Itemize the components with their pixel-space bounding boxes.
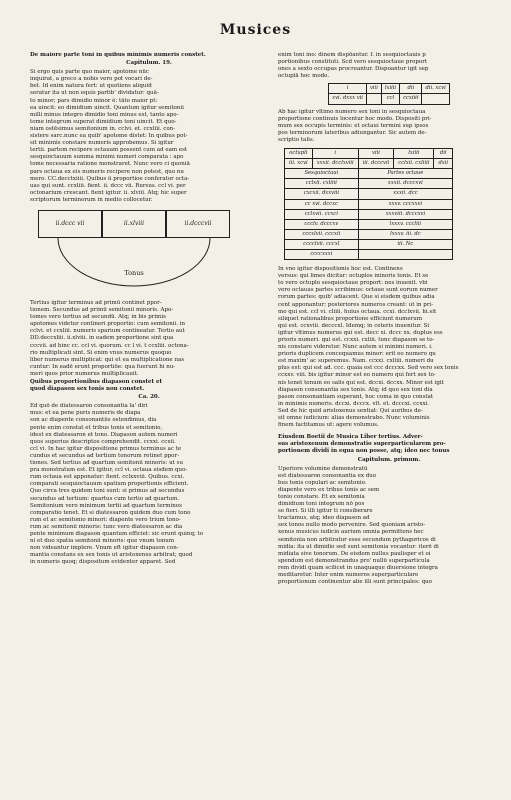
table-cell: ccclv. dcccxv <box>285 219 359 229</box>
table-row <box>285 239 453 249</box>
diagram-cell-1: ii.dccc vii <box>38 210 102 238</box>
table-cell: i <box>329 84 367 94</box>
table-cell: cclxii. cxliiii <box>394 159 434 169</box>
diagram-cell-2: ii.xlviii <box>102 210 166 238</box>
table-cell <box>358 249 452 259</box>
chapter-19-text: Si ergo quis parte quo maior, apotome nūc inquirat, a greco a nobis vero pot vocari de- bet. Id enim natura fert: ut quotiens aliquid seratur ita ut non equis partib' dividatur: quā- to minor; pars dimidio minor è: tāto maior pt: ea uincit: eo dimidium uincit. Quantum igitur semitonii milli minus integro dimidio toni minus est, tanto apo- tome integrum superat dimidium toni uincit. Et quo- niam ostēsimus semitonium in. cclvi. et. ccxliii. con- sistere sarc.nunc ea quib' apotome distet: In quibus pot- sit minimis constare numeris approbemus. Si igitur tertii. partem recipere octauam possent cum ad eam est sesquioctauum summa minimi numeri comparata : apo tome necessaria ratione monstraret. Nunc vero ci quoniā pars octaua ex eis numeris recipere non potest, quo nu mero. CC.decctxiiii. Quibus ii proportioe conferator octa- uas qui sunt. ccxliii. fient. ii. dccc vii. Rursus. ccl vi. per octonarium crescant. fient igitur. ii. xlviii. Atq; hic super scriptorum terminorum in medio collocetur. <box>30 69 190 203</box>
octuple-table <box>328 83 450 104</box>
table-row <box>285 249 453 259</box>
tonus-diagram-row <box>38 210 230 238</box>
sesquioctave-table <box>284 148 453 260</box>
table-row <box>329 94 450 104</box>
table-cell: ccl <box>381 94 399 104</box>
left-paragraph-2: Tertius igitur terminus ad primū continet ppor- tionem. Secundus ad primū semitonii minoris. Apo- tomes vero tertius ad secundū. Atq; in bis primis apotomes videtur contineri proportio: cum semitonii. in cclvi. et ccxliii. numeris sparium contineatur. Tertio aut DD.deccxliii. ii.xlviii. in eadem proportione sint qua cccvii. ad hinc cc. ccl vi. quorum. cc l vi. t ccxliii. octona- rio multiplicati sint. Si enim vnus numerus quoquo liber numerus multiplicat: qui et ea multiplicatione nas cuntur: In eadē erunt proportiōe: qua fuerunt hi nu- meri quos prior numerus multiplicauit. <box>30 299 189 377</box>
chapter-20-text: Ed quō de diatessaron consonantia la' diri mus: et ea pene puris numeris de diapa son ac diapente consonantiis ostendimus, dia pente enim constat et tribus tonis et semitonio, idest ex diatessaron et tono. Diapason autem numeri quos superius descriptos comprehendit. ccxxi. ccxii. ccl vi. In hac igitur dispositione primus terminus ac te cundus et secundus ad tertium tonorum retinet ppor- tiones. Sed tertius ad quartum semitonii minoris: ut su pra monstratum est. Et igitur, ccl vi. octaua eisdem quo- rum octaua est apponatur: fient. cclxxviii. Quibus. ccxi. comparati sesquioctauum spatium proportionis efficient. Quo circa tres quidem toni sunt: si primus ad secundus secundus ad tertium: quartus cum tertio ad quartum. Semitonium vero minimum tertii ad quartum terminos comparatio tenet. Et si diatessaron quidem duo cum tono rum et ac semitonio minori: diapente vero trium tono- rum ac semitonii minoris: tunc vero diatessaron ac dia pente minimum diapason quantum efficiet: sic erunt quinq; to ni et duo spatia semitonii minoris: que vnum tonum non videantur implere. Vnum eft igitur diapason con- mantia constans ex sex tonis ut aristoxenus arbitrat; quod in numeris quoq; dispositum evidenter apparet. Sed <box>30 403 204 566</box>
table-cell: xxxv. cccxxvi <box>358 199 452 209</box>
table-cell: lxxxv. cccliii <box>358 219 452 229</box>
table-cell: dii. xcvi <box>422 84 449 94</box>
right-paragraph-1: enim toni ino: dinem dispōantur. f. in sesquioctauis p portionibus constituti. Scd vero sesquioctaue proport ones a sexto occupas procreantur. Dispoantur igit sep octuplā hoc modo. <box>278 52 429 80</box>
table-row <box>285 159 453 169</box>
table-row <box>285 209 453 219</box>
table-cell: iii. dcccvii <box>358 159 394 169</box>
column-header: Partes octaue <box>358 169 452 179</box>
chapter-20-caption: Ca. 20. <box>138 394 160 401</box>
table-cell: viii <box>366 84 381 94</box>
table-cell: dii <box>434 149 453 159</box>
table-row <box>285 189 453 199</box>
table-cell: xxxviii. dcccxvi <box>358 209 452 219</box>
chapter-20-heading: Quibus proportionibus diapason constet et quod diapason sex tonis non constet. <box>30 379 163 393</box>
table-cell <box>366 94 381 104</box>
table-cell: xvi. dxxx vii <box>329 94 367 104</box>
chapter-19-caption: Capitulum. 19. <box>126 60 172 67</box>
table-cell: iii. Nc <box>358 239 452 249</box>
chapter-19-heading: De maiore parte toni in quibus minimis numeris constet. <box>30 52 206 58</box>
right-column <box>278 52 500 780</box>
table-cell: ccccxxxi <box>285 249 359 259</box>
table-cell: lxxxv. iii. dc <box>358 229 452 239</box>
table-cell: octupli <box>285 149 313 159</box>
table-cell: cc xvi. dccxc <box>285 199 359 209</box>
table-header-row <box>285 169 453 179</box>
table-cell: cclxvii. ccxci <box>285 209 359 219</box>
table-cell: dxii <box>434 159 453 169</box>
table-cell: xxxii. dcccxvi <box>358 179 452 189</box>
table-cell: cccclvii. cccxl <box>285 239 359 249</box>
book-3-heading: Eiusdem Boetii de Musica Liber tertius. Adver- sus aristoxenum demonstratio superparticularem pro- portionem dividi in equa non posse, atq; ideo nec tonus <box>278 434 450 455</box>
right-paragraph-2: Ab hac igitur vltimo numero sex toni in sesquioctaua proportione continuis locentur hoc modo. Dispositi pri- mum sex occupis terminis: et octaui termini sup ipsos pos terminorum lateribus adiungantur. Sic autem de- scriptio talis. <box>278 108 432 143</box>
table-cell: viii <box>358 149 394 159</box>
table-cell: dii <box>400 84 422 94</box>
table-row <box>329 84 450 94</box>
table-row <box>285 149 453 159</box>
book-3-caption: Capitulum. primum. <box>357 456 421 463</box>
column-header: Sesquioctaui <box>285 169 359 179</box>
table-cell <box>422 94 449 104</box>
table-cell: ccxiiii <box>400 94 422 104</box>
running-head: Musices <box>219 22 292 38</box>
table-cell: cxcxii. dxxviii <box>285 189 359 199</box>
table-cell: xxxii. dcclxviii <box>312 159 358 169</box>
table-row <box>285 229 453 239</box>
table-cell: lxiiii <box>381 84 399 94</box>
table-cell: lxiiii <box>394 149 434 159</box>
table-row <box>285 219 453 229</box>
table-cell: iii. xcvi <box>285 159 313 169</box>
table-cell: cclxii. cxliiii <box>285 179 359 189</box>
tonus-diagram <box>38 210 230 292</box>
table-cell: xxxii. dcc <box>358 189 452 199</box>
book-3-text: Uperiore volumine demonstratū est diatessaron consonantia ex duo bus tonis copulari ac semitonio. diapente vero ex tribus tonis ac sem tonio constare. Et ex semitonia dimidium toni integrum nō pos se fieri. Si illi igitur ti consiberare tractamus, atq; ideo diapason ad sex tonos nullo modo pervenire. Sed quoniam aristo- xenus musicus iudicio aurium omnia permittens hec semitonia non arbitratur esse secundum pythagoricos di midia: ita ut dimidio sed sunt semitonia vocantur: iterē di midiata sive tonorum. De eisdem nullus paulisper et oi spendum est demonstrandus pro' nullū superparticula rem dividi quam scilicet in unaquaque diuersione integra meditaretur. Inter enim numeros superparticulare proportionum continentur alie illi sunt principales: quo <box>278 465 439 586</box>
tonus-label: Tonus <box>124 268 144 277</box>
diagram-cell-3: ii.dcccvii <box>166 210 230 238</box>
table-row <box>285 179 453 189</box>
table-cell: cccxlvii. cccxii <box>285 229 359 239</box>
left-column <box>30 52 268 780</box>
table-cell: i <box>312 149 358 159</box>
table-row <box>285 199 453 209</box>
right-paragraph-3: In vno igitur dispositionis hoc est. Continens versus: qui limes dicitur: octuplos ininoris tonis. Et se to vero octuplo sesquioctaue proport: nes inuenit. vbi vero octauas partes scribimus: octaue sunt eorum numer rorum partes: quib' adiacent. Que si eisdem quibus adia cent apponantur: posteriores numeros creant: ut in pri- mo qui est. ccl vi. cliiii. huius octaua. ccxi. dcclxvii. hi.sit siliquet rationalibus proportione efficiunt numerum qui est. ccxviii. decccxl. Idemq; in ceteris inuenitur. Si igitur vltimus numerus qui est. decc xi. dccc xx. duplus ess prioris numeri. qui est. ccxxi. cxliii. tunc diapason se to- nis constare videretur. Nunc autem si minimi numeri. i. prioris duplicem concequamus minor: erit eo numero qu est maxim' ac superemus. Nam. ccxxi. cxliiii. numeri du plus est: qui est ad. ccc. quaia est ccc dcccxx. Sed vero sex tonis ccxxv. viii. bis igitur minor est eo numero qui fert sex to- nis tenet tonum eo salis qui est. dccxi. dccxx. Minor est igit diapason consonantia sex tonis. Atq; id quo sex toni dia pason consonantiam superant, hoc coma in quo constat in minimis numeris. dccxi. dcccx. vlt. et. dcccxi. ccxxi. Sed de hic quid aristoxenus sentiat: Qui auribus de- sit omne iudicium: alias demonstrabo. Nunc voluminis finem factitamus ut: agere volumus. <box>278 266 459 429</box>
